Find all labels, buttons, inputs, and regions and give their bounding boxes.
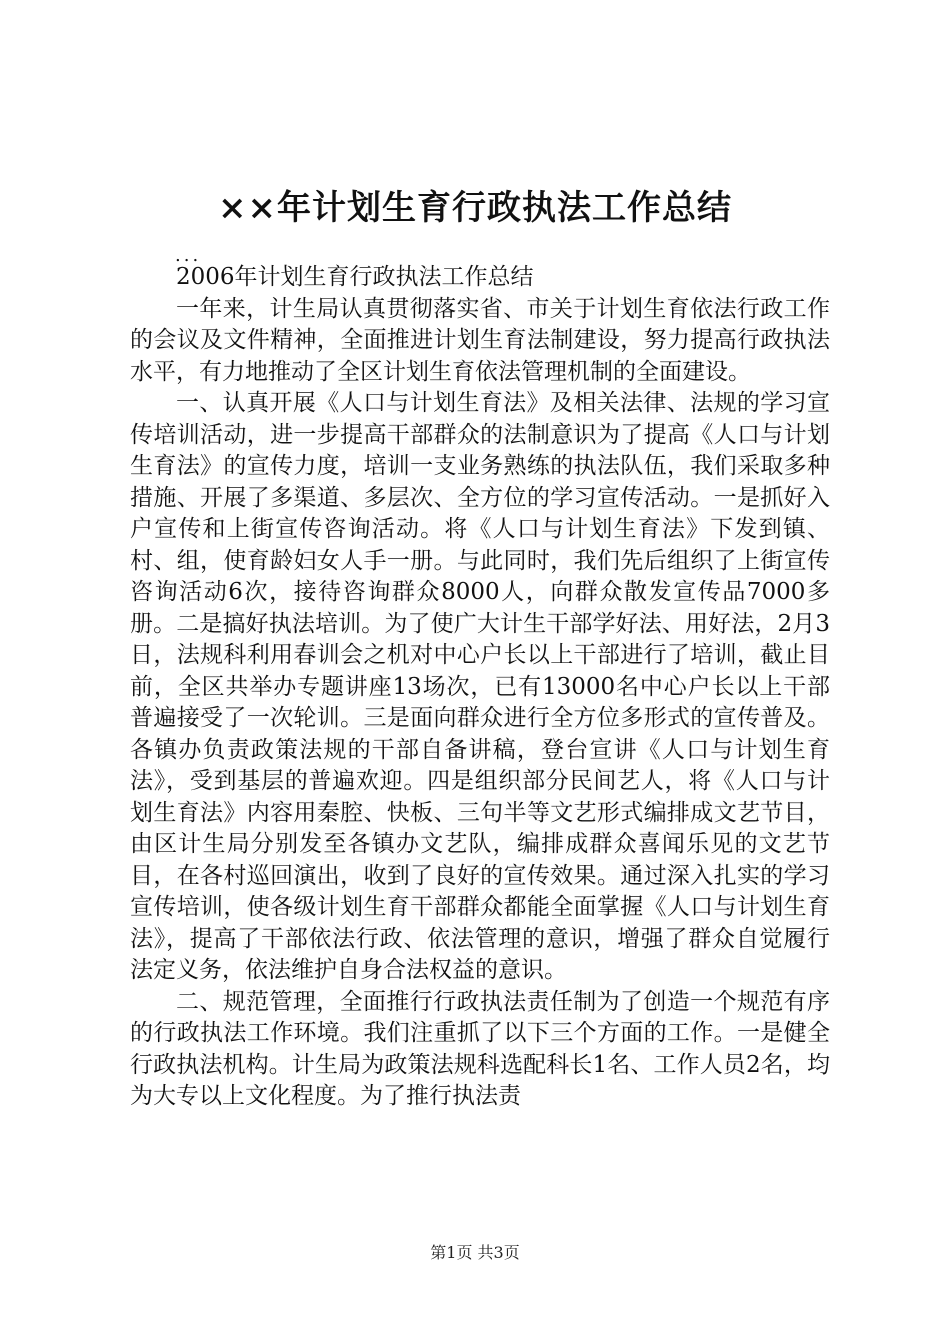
subtitle-paragraph: 2006年计划生育行政执法工作总结 — [176, 264, 534, 290]
document-body — [130, 262, 830, 1113]
page-footer: 第1页 共3页 — [430, 1243, 520, 1262]
ellipsis-marker: ... — [175, 245, 202, 266]
intro-paragraph: 一年来，计生局认真贯彻落实省、市关于计划生育依法行政工作的会议及文件精神，全面推进计划生育法制建设，努力提高行政执法水平，有力地推动了全区计划生育依法管理机制的全面建设。 — [130, 295, 830, 385]
section-two-paragraph: 二、规范管理，全面推行行政执法责任制为了创造一个规范有序的行政执法工作环境。我们注重抓了以下三个方面的工作。一是健全行政执法机构。计生局为政策法规科选配科长1名、工作人员2名，均为大专以上文化程度。为了推行执法责 — [130, 988, 830, 1109]
page-title: ××年计划生育行政执法工作总结 — [218, 188, 732, 228]
section-one-paragraph: 一、认真开展《人口与计划生育法》及相关法律、法规的学习宣传培训活动，进一步提高干部群众的法制意识为了提高《人口与计划生育法》的宣传力度，培训一支业务熟练的执法队伍，我们采取多种措施、开展了多渠道、多层次、全方位的学习宣传活动。一是抓好入户宣传和上街宣传咨询活动。将《人口与计划生育法》下发到镇、村、组，使育龄妇女人手一册。与此同时，我们先后组织了上街宣传咨询活动6次，接待咨询群众8000人，向群众散发宣传品7000多册。二是搞好执法培训。为了使广大计生干部学好法、用好法，2月3日，法规科利用春训会之机对中心户长以上干部进行了培训，截止目前，全区共举办专题讲座13场次，已有13000名中心户长以上干部普遍接受了一次轮训。三是面向群众进行全方位多形式的宣传普及。各镇办负责政策法规的干部自备讲稿，登台宣讲《人口与计划生育法》，受到基层的普遍欢迎。四是组织部分民间艺人，将《人口与计划生育法》内容用秦腔、快板、三句半等文艺形式编排成文艺节目，由区计生局分别发至各镇办文艺队，编排成群众喜闻乐见的文艺节目，在各村巡回演出，收到了良好的宣传效果。通过深入扎实的学习宣传培训，使各级计划生育干部群众都能全面掌握《人口与计划生育法》，提高了干部依法行政、依法管理的意识，增强了群众自觉履行法定义务，依法维护自身合法权益的意识。 — [130, 390, 830, 983]
